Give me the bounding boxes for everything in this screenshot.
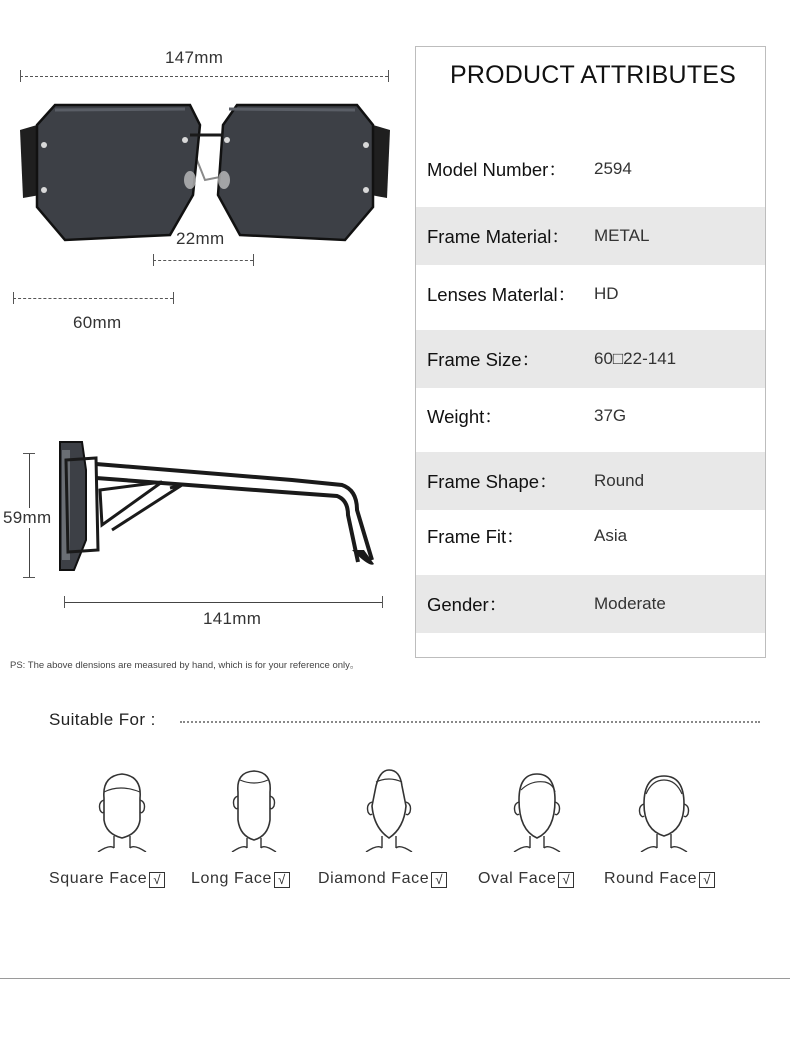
lens-width-dimension-tick-right [173, 292, 174, 304]
face-label-text: Long Face [191, 870, 273, 887]
attribute-label: Lenses Materlal： [427, 284, 577, 305]
checkmark-icon: √ [149, 872, 165, 888]
width-dimension-tick-left [20, 70, 21, 82]
attribute-value: 2594 [594, 159, 632, 178]
width-dimension-line [20, 76, 388, 77]
attribute-label: Gender： [427, 594, 508, 615]
lens-width-dimension-label: 60mm [73, 313, 122, 332]
face-label-round [604, 870, 715, 888]
checkmark-icon: √ [699, 872, 715, 888]
bridge-dimension-tick-left [153, 254, 154, 266]
attribute-label: Frame Shape： [427, 471, 558, 492]
attribute-label: Weight： [427, 406, 503, 427]
sunglasses-side-image [52, 430, 382, 580]
attribute-label: Frame Fit： [427, 526, 525, 547]
suitable-for-divider [180, 721, 760, 723]
face-label-long [191, 870, 290, 888]
width-dimension-label: 147mm [165, 48, 224, 67]
face-label-diamond [318, 870, 447, 888]
checkmark-icon: √ [274, 872, 290, 888]
face-label-text: Square Face [49, 870, 148, 887]
bridge-dimension-line [153, 260, 253, 261]
checkmark-icon: √ [431, 872, 447, 888]
face-label-text: Round Face [604, 870, 698, 887]
measurement-note: PS: The above dlensions are measured by hand, which is for your reference only。 [10, 660, 360, 671]
attribute-value: METAL [594, 226, 650, 245]
width-dimension-tick-right [388, 70, 389, 82]
attribute-value: 60□22-141 [594, 349, 677, 368]
product-attributes-title: PRODUCT ATTRIBUTES [450, 61, 737, 89]
bottom-divider [0, 978, 790, 979]
attribute-row-frame-size [416, 330, 765, 388]
attribute-label: Frame Material： [427, 226, 570, 247]
attribute-row-frame-material [416, 207, 765, 265]
face-label-text: Oval Face [478, 870, 557, 887]
suitable-for-title: Suitable For : [49, 710, 156, 729]
attribute-row-frame-shape [416, 452, 765, 510]
attribute-row-weight [416, 387, 765, 445]
attribute-label: Model Number： [427, 159, 567, 180]
bridge-dimension-label: 22mm [176, 229, 225, 248]
lens-width-dimension-line [13, 298, 173, 299]
attribute-value: 37G [594, 406, 627, 425]
long-face-icon [222, 766, 286, 852]
round-face-icon [632, 768, 696, 852]
product-attributes-panel [415, 46, 766, 658]
face-label-text: Diamond Face [318, 870, 430, 887]
bridge-dimension-tick-right [253, 254, 254, 266]
attribute-row-lenses-material [416, 265, 765, 323]
height-dimension-label: 59mm [3, 508, 52, 527]
temple-dimension-tick-right [382, 596, 383, 608]
height-dimension-tick-bottom [23, 577, 35, 578]
attribute-value: HD [594, 284, 619, 303]
face-label-oval [478, 870, 574, 888]
face-label-square [49, 870, 165, 888]
diamond-face-icon [356, 766, 422, 852]
lens-width-dimension-tick-left [13, 292, 14, 304]
attribute-value: Moderate [594, 594, 666, 613]
temple-dimension-tick-left [64, 596, 65, 608]
checkmark-icon: √ [558, 872, 574, 888]
attribute-value: Asia [594, 526, 628, 545]
oval-face-icon [505, 768, 569, 852]
square-face-icon [90, 768, 154, 852]
attribute-row-frame-fit [416, 507, 765, 565]
temple-dimension-label: 141mm [203, 609, 262, 628]
attribute-row-gender [416, 575, 765, 633]
attribute-value: Round [594, 471, 645, 490]
attribute-label: Frame Size： [427, 349, 541, 370]
attribute-row-model-number [416, 140, 765, 198]
height-dimension-tick-top [23, 453, 35, 454]
temple-dimension-line [64, 602, 382, 603]
